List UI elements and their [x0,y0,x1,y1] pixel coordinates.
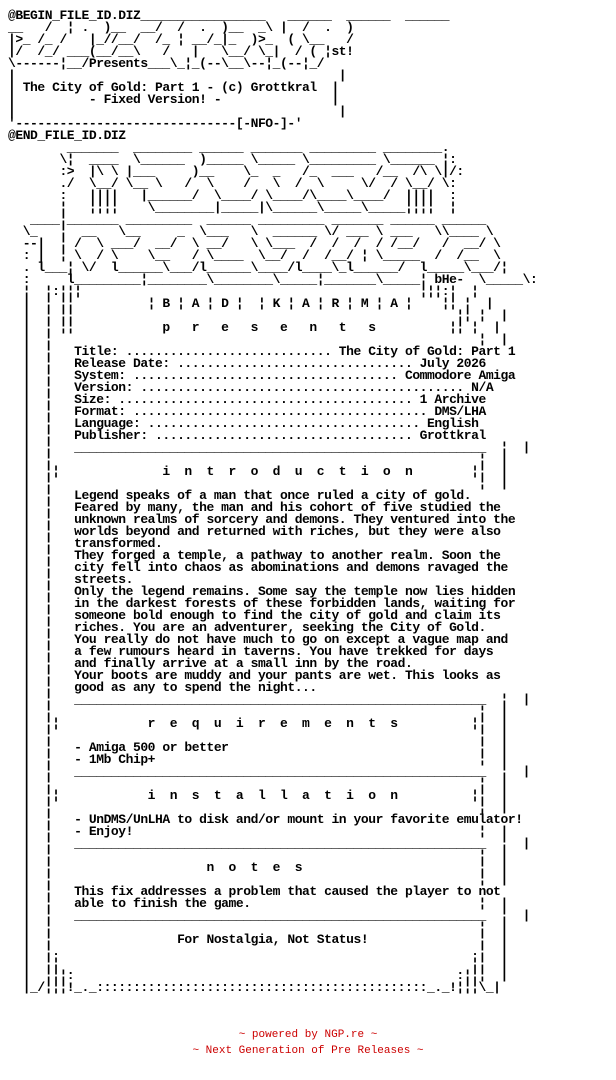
footer [0,1027,616,1059]
footer-tagline: ~ Next Generation of Pre Releases ~ [192,1045,424,1057]
nfo-text: @BEGIN_FILE_ID.DIZ_________________ ______ ______ ______ __ / ¦ . )__ __/ / . )__ _\ | / . ) |>_ /_ / |_//__/ /_ ¦ __/_|_ )>_ ( \__ / |/ /_/ ___(__/__\ / | \__/ \_| / ( ¦st! \------¦__/Presents___\_¦_(--\__\--¦_(--¦_/ | | | The City of Gold: Part 1 - (c) Grottkral | | - Fixed Version! - | | | '------------------------------[-NFO-]-' @END_FILE_ID.DIZ _______ ________ ______ _______ _________ ________. \¦ ____ \______ )_____ \_____ \_________ \______ ¦: :> |\ \ |___ )__ \_ _ /_ ___ /__ /\ \|/: ./ \__/ \__ \ / \ / \ / \ \/ / \__/ \: : |||| |______/ \____/ \____/\____\____/ |||| : ¦ ¦¦¦¦ \________|_____|\______\_____\_____¦¦¦¦ ¦ ____¦_______ _________ ______ _________ _______ ______ ______ \_ ¦ __ \__ _ \___ \ ______ \/ ___ \ ___ \\____ \ --| ¦ / \ ___/ __/ \ __/ \ \___ / / / / /__/ / __/ \ : | ¦ \ / \ \__ / \____ \__/ / /__/ ¦ \_____ / /__ \ . l___¦ \/ l______\___/l______\____/l____\_l______/ l_____\___/¦ : l_________¦________\________\_____¦_______\_____¦ bHe- \_____\: ¦ ¦:¦¦¦ ¦¦¦:¦ ¦ | ¦ ¦¦ ¦ B ¦ A ¦ D ¦ ¦ K ¦ A ¦ R ¦ M ¦ A ¦ ¦¦ ¦ | | ¦ ¦¦ ¦¦ ¦ | | ¦ ¦¦ p r e s e n t s ¦¦ ¦ | | ¦ ¦ | | ¦ Title: ............................ The City of Gold: Part 1 | ¦ Release Date: ................................ July 2026 | ¦ System: .................................... Commodore Amiga | ¦ Version: ............................................ N/A | ¦ Size: ........................................ 1 Archive | ¦ Format: ........................................ DMS/LHA | ¦ Language: ..................................... English | ¦ Publisher: ................................... Grottkral | ¦ ________________________________________________________ ¦ | | ¦ ¦ | | ¦¦ i n t r o d u c t i o n ¦¦ | | ¦ ¦ | | ¦ Legend speaks of a man that once ruled a city of gold. | ¦ Feared by many, the man and his cohort of five studied the | ¦ unknown realms of sorcery and demons. They ventured into the | ¦ worlds beyond and returned with riches, but they were also | ¦ transformed. | ¦ They forged a temple, a pathway to another realm. Soon the | ¦ city fell into chaos as abominations and demons ravaged the | ¦ streets. | ¦ Only the legend remains. Some say the temple now lies hidden | ¦ in the darkest forests of these forbidden lands, waiting for | ¦ someone bold enough to find the city of gold and claim its | ¦ riches. You are an adventurer, seeking the City of Gold. | ¦ You really do not have much to go on except a vague map and | ¦ a few rumours heard in taverns. You have trekked for days | ¦ and finally arrive at a small inn by the road. | ¦ Your boots are muddy and your pants are wet. This looks as | ¦ good as any to spend the night... | ¦ ________________________________________________________ ¦ | | ¦ ¦ | | ¦¦ r e q u i r e m e n t s ¦¦ | | ¦ ¦ | | ¦ - Amiga 500 or better ¦ | | ¦ - 1Mb Chip+ ¦ | | ¦ ________________________________________________________ ¦ | | ¦ ¦ | | ¦¦ i n s t a l l a t i o n ¦¦ | | ¦ ¦ | | ¦ - UnDMS/UnLHA to disk and/or mount in your favorite emulator! | ¦ - Enjoy! ¦ | | ¦ ________________________________________________________ ¦ | | ¦ ¦ | | ¦ n o t e s ¦ | | ¦ ¦ | | ¦ This fix addresses a problem that caused the player to not | ¦ able to finish the game. ¦ | | ¦ ________________________________________________________ ¦ | | ¦ ¦ | | ¦ For Nostalgia, Not Status! ¦ | | ¦. .¦ | | ¦¦ ¦¦ | | ¦¦¦: :¦¦¦ | |_/¦¦¦!_._:::::::::::::::::::::::::::::::::::::::::::::_._!¦¦¦\_| [8,8,538,995]
footer-powered-by: ~ powered by NGP.re ~ [238,1029,378,1041]
